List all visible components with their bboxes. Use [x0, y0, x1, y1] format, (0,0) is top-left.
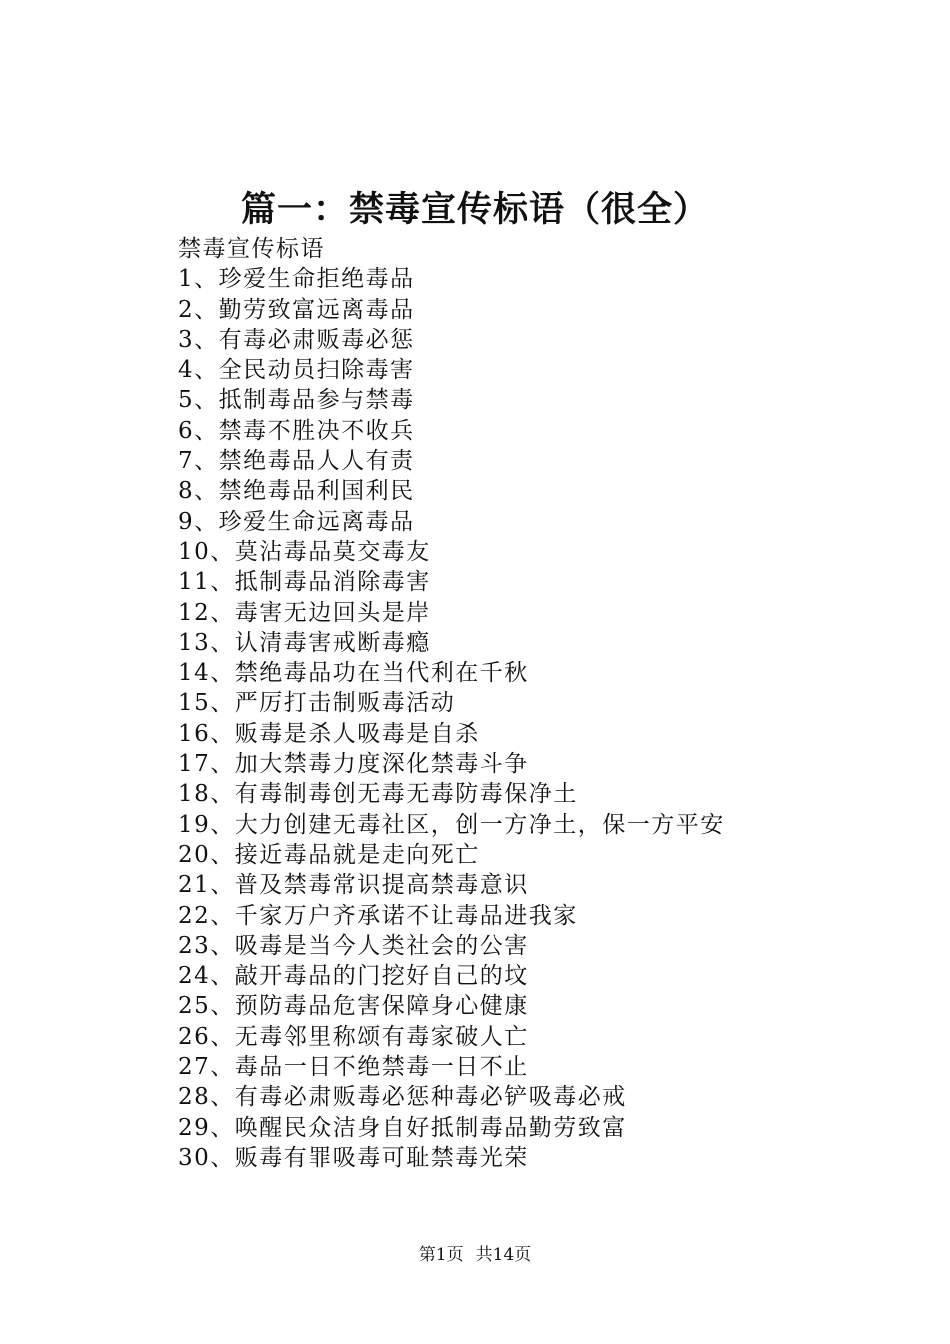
page-total: 共14页	[475, 1245, 532, 1265]
slogan-item: 20、接近毒品就是走向死亡	[178, 841, 480, 868]
page-footer	[0, 1243, 950, 1267]
slogan-item: 8、禁绝毒品利国利民	[178, 478, 415, 505]
slogan-item: 11、抵制毒品消除毒害	[178, 569, 431, 596]
slogan-item: 1、珍爱生命拒绝毒品	[178, 266, 415, 293]
slogan-item: 21、普及禁毒常识提高禁毒意识	[178, 872, 529, 899]
document-title: 篇一：禁毒宣传标语（很全）	[240, 190, 709, 230]
slogan-item: 9、珍爱生命远离毒品	[178, 508, 415, 535]
slogan-item: 28、有毒必肃贩毒必惩种毒必铲吸毒必戒	[178, 1084, 627, 1111]
slogan-item: 23、吸毒是当今人类社会的公害	[178, 932, 529, 959]
slogan-item: 26、无毒邻里称颂有毒家破人亡	[178, 1023, 529, 1050]
document-body	[178, 234, 898, 1173]
slogan-item: 27、毒品一日不绝禁毒一日不止	[178, 1054, 529, 1081]
slogan-item: 14、禁绝毒品功在当代利在千秋	[178, 660, 529, 687]
slogan-item: 5、抵制毒品参与禁毒	[178, 387, 415, 414]
slogan-item: 13、认清毒害戒断毒瘾	[178, 629, 431, 656]
slogan-item: 24、敲开毒品的门挖好自己的坟	[178, 963, 529, 990]
slogan-item: 4、全民动员扫除毒害	[178, 357, 415, 384]
slogan-item: 30、贩毒有罪吸毒可耻禁毒光荣	[178, 1144, 529, 1171]
slogan-item: 29、唤醒民众洁身自好抵制毒品勤劳致富	[178, 1114, 627, 1141]
slogan-item: 16、贩毒是杀人吸毒是自杀	[178, 720, 480, 747]
slogan-list	[178, 264, 898, 1173]
slogan-item: 15、严厉打击制贩毒活动	[178, 690, 456, 717]
slogan-item: 3、有毒必肃贩毒必惩	[178, 326, 415, 353]
slogan-item: 18、有毒制毒创无毒无毒防毒保净土	[178, 781, 578, 808]
slogan-item: 2、勤劳致富远离毒品	[178, 296, 415, 323]
slogan-item: 10、莫沾毒品莫交毒友	[178, 538, 431, 565]
page-number: 第1页	[418, 1245, 464, 1265]
section-subheading: 禁毒宣传标语	[178, 236, 325, 262]
slogan-item: 17、加大禁毒力度深化禁毒斗争	[178, 751, 529, 778]
slogan-item: 6、禁毒不胜决不收兵	[178, 417, 415, 444]
slogan-item: 19、大力创建无毒社区，创一方净土，保一方平安	[178, 811, 725, 838]
slogan-item: 7、禁绝毒品人人有责	[178, 448, 415, 475]
slogan-item: 25、预防毒品危害保障身心健康	[178, 993, 529, 1020]
slogan-item: 12、毒害无边回头是岸	[178, 599, 431, 626]
slogan-item: 22、千家万户齐承诺不让毒品进我家	[178, 902, 578, 929]
